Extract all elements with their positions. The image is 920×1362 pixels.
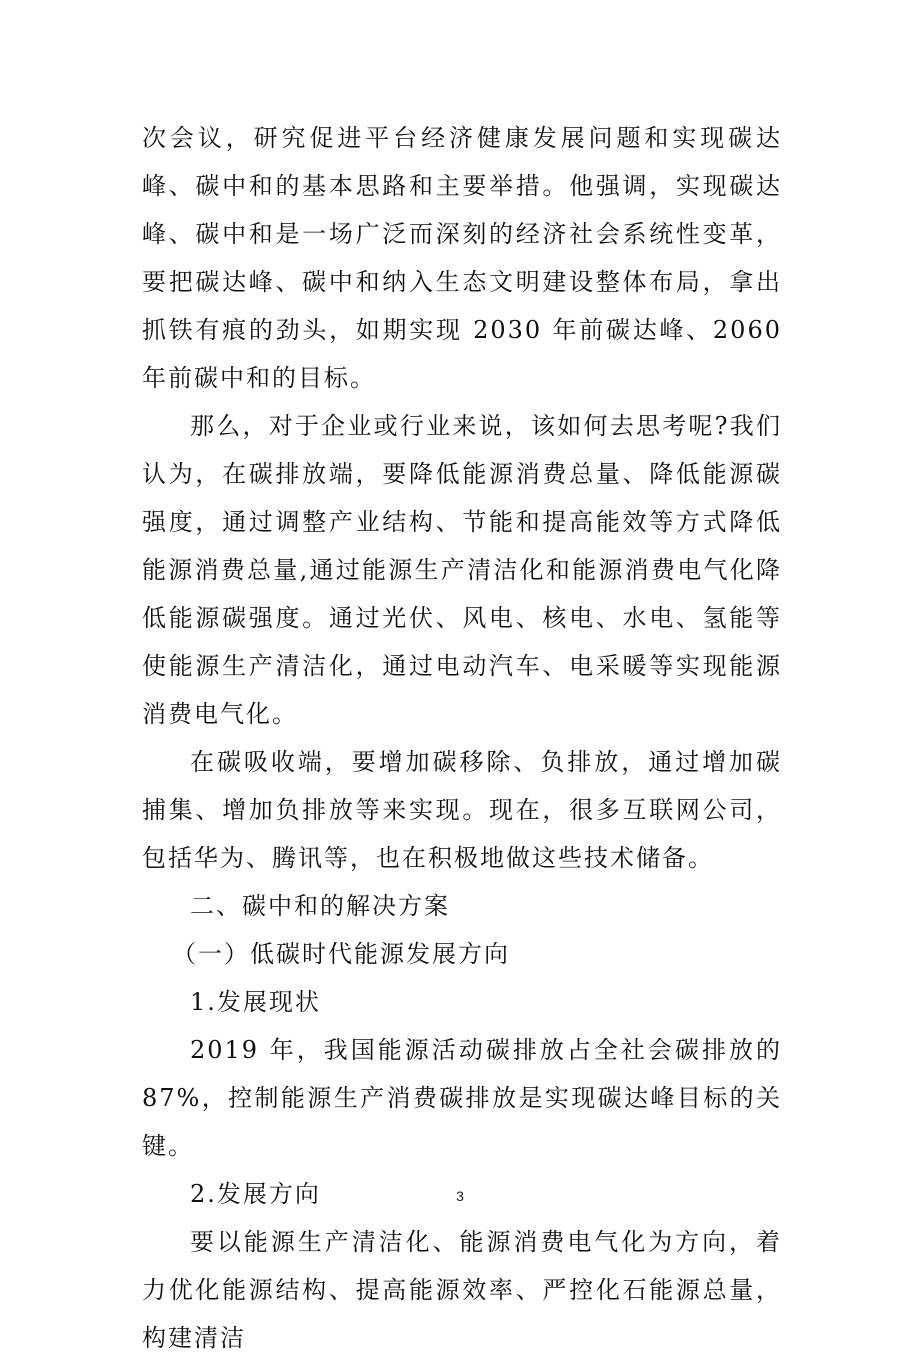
- document-body: [142, 114, 782, 1362]
- paragraph-carbon-peak-meeting: 次会议，研究促进平台经济健康发展问题和实现碳达峰、碳中和的基本思路和主要举措。他强调，实现碳达峰、碳中和是一场广泛而深刻的经济社会系统性变革，要把碳达峰、碳中和纳入生态文明建设整体布局，拿出抓铁有痕的劲头，如期实现 2030 年前碳达峰、2060 年前碳中和的目标。: [142, 124, 782, 392]
- paragraph-absorption-side: 在碳吸收端，要增加碳移除、负排放，通过增加碳捕集、增加负排放等来实现。现在，很多互联网公司，包括华为、腾讯等，也在积极地做这些技术储备。: [142, 748, 782, 872]
- subsection-heading: （一）低碳时代能源发展方向: [172, 940, 510, 968]
- item2-paragraph: 要以能源生产清洁化、能源消费电气化为方向，着力优化能源结构、提高能源效率、严控化石能源总量，构建清洁: [142, 1228, 782, 1352]
- page-number: 3: [456, 1188, 464, 1204]
- section-heading: 二、碳中和的解决方案: [190, 892, 450, 920]
- item1-heading: 1.发展现状: [190, 988, 321, 1016]
- item2-heading: 2.发展方向: [190, 1180, 321, 1208]
- paragraph-emission-side: 那么，对于企业或行业来说，该如何去思考呢?我们认为，在碳排放端，要降低能源消费总量、降低能源碳强度，通过调整产业结构、节能和提高能效等方式降低能源消费总量,通过能源生产清洁化和能源消费电气化降低能源碳强度。通过光伏、风电、核电、水电、氢能等使能源生产清洁化，通过电动汽车、电采暖等实现能源消费电气化。: [142, 412, 782, 728]
- item1-paragraph: 2019 年，我国能源活动碳排放占全社会碳排放的 87%，控制能源生产消费碳排放是实现碳达峰目标的关键。: [142, 1036, 782, 1160]
